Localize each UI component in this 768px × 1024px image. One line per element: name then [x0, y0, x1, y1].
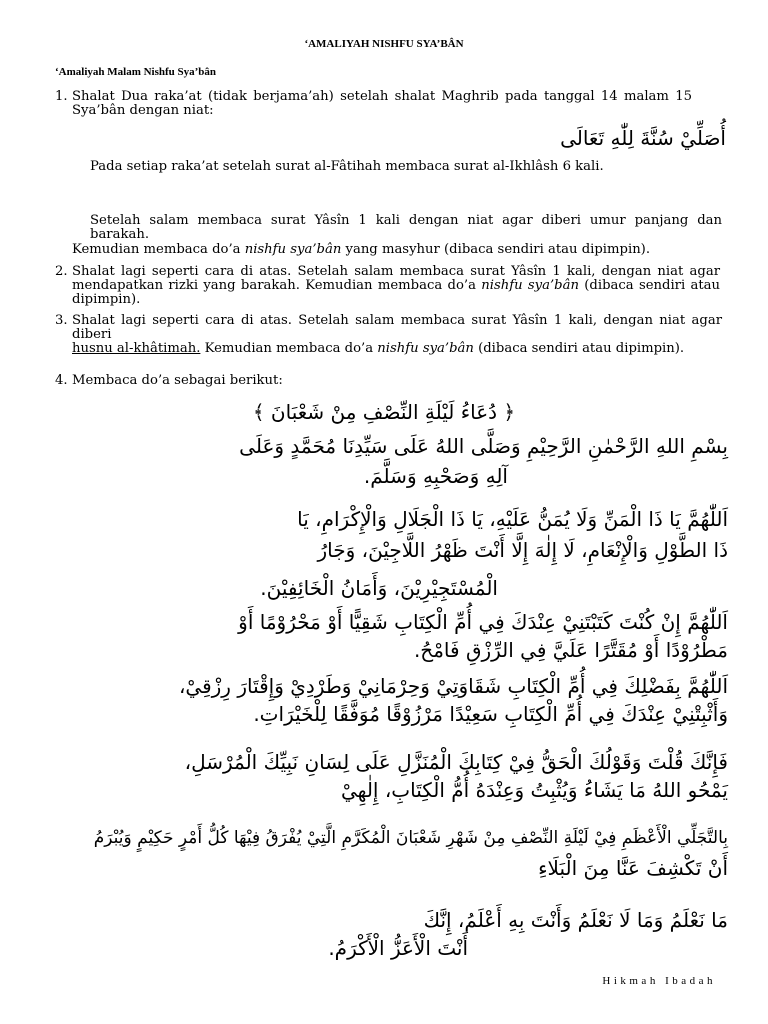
page-title: ‘AMALIYAH NISHFU SYA’BÂN [304, 38, 464, 50]
doa-line: مَا نَعْلَمُ وَمَا لَا نَعْلَمُ وَأَنْتَ بِهِ أَعْلَمُ، إِنَّكَ [423, 908, 728, 932]
item-4-text: Membaca do’a sebagai berikut: [72, 373, 283, 388]
item-3-text-mid: Kemudian membaca do’a [200, 341, 378, 356]
item-1-note-3 [72, 243, 722, 257]
item-1-note-3-a: Kemudian membaca do’a [72, 242, 245, 257]
list-number-2: 2. [55, 264, 68, 279]
doa-line: ذَا الطَّوْلِ وَالْإِنْعَامِ، لَا إِلٰهَ إِلَّا أَنْتَ ظَهْرُ اللَّاجِيْنَ، وَجَارُ [317, 538, 728, 562]
item-1-note-2: Setelah salam membaca surat Yâsîn 1 kali dengan niat agar diberi umur panjang dan barakah. [90, 213, 722, 242]
doa-line: اَللّٰهُمَّ إِنْ كُنْتَ كَتَبْتَنِيْ عِنْدَكَ فِي أُمِّ الْكِتَابِ شَقِيًّا أَوْ مَحْرُوْمًا أَوْ [238, 610, 728, 634]
item-3-husnu: husnu al-khâtimah. [72, 341, 201, 356]
doa-line: بِالتَّجَلِّي الْأَعْظَمِ فِيْ لَيْلَةِ النِّصْفِ مِنْ شَهْرِ شَعْبَانَ الْمُكَرَّمِ الَّتِيْ يُفْرَقُ فِيْهَا كُلُّ أَمْرٍ حَكِيْمٍ وَيُبْرَمُ [93, 828, 728, 848]
item-2-text-a: Shalat lagi seperti cara di atas. Setelah salam membaca surat Yâsîn 1 kali, dengan niat agar mendapatkan rizki yang barakah. Kemudian membaca do’a [72, 264, 720, 293]
list-number-1: 1. [55, 89, 68, 104]
item-3-text-after: (dibaca sendiri atau dipimpin). [473, 341, 685, 356]
doa-line: اَللّٰهُمَّ يَا ذَا الْمَنِّ وَلَا يُمَنُّ عَلَيْهِ، يَا ذَا الْجَلَالِ وَالْإِكْرَامِ، يَا [297, 507, 728, 531]
doa-line: الْمُسْتَجِيْرِيْنَ، وَأَمَانُ الْخَائِفِيْنَ. [260, 576, 498, 600]
item-2-text [72, 265, 720, 307]
item-1-note-3-em: nishfu sya’bân [244, 242, 342, 257]
footer-label: Hikmah Ibadah [602, 975, 716, 987]
section-subtitle: ‘Amaliyah Malam Nishfu Sya’bân [55, 66, 217, 78]
item-3-text [72, 314, 722, 356]
list-number-4: 4. [55, 373, 68, 388]
doa-line: اَللّٰهُمَّ بِفَضْلِكَ فِي أُمِّ الْكِتَابِ شَقَاوَتِيْ وَحِرْمَانِيْ وَطَرْدِيْ وَإِقْتَارَ رِزْقِيْ، [178, 674, 728, 698]
item-2-text-em: nishfu sya’bân [481, 278, 579, 293]
doa-line: يَمْحُو اللهُ مَا يَشَاءُ وَيُثْبِتُ وَعِنْدَهُ أُمُّ الْكِتَابِ، إِلٰهِيْ [340, 778, 728, 802]
item-3-text-em: nishfu sya’bân [377, 341, 474, 356]
doa-line: أَنْتَ الْأَعَزُّ الْأَكْرَمُ. [328, 936, 468, 960]
doa-line: بِسْمِ اللهِ الرَّحْمٰنِ الرَّحِيْمِ وَصَلَّى اللهُ عَلَى سَيِّدِنَا مُحَمَّدٍ وَعَلَى [239, 434, 728, 458]
niat-arabic: أُصَلِّيْ سُنَّةَ لِلّٰهِ تَعَالَى [560, 126, 726, 150]
doa-line: آلِهِ وَصَحْبِهِ وَسَلَّمَ. [363, 464, 508, 488]
doa-line: فَإِنَّكَ قُلْتَ وَقَوْلُكَ الْحَقُّ فِيْ كِتَابِكَ الْمُنَزَّلِ عَلَى لِسَانِ نَبِيِّكَ الْمُرْسَلِ، [184, 750, 728, 774]
list-number-3: 3. [55, 313, 68, 328]
item-1-note-3-b: yang masyhur (dibaca sendiri atau dipimpin). [341, 242, 651, 257]
doa-line: أَنْ تَكْشِفَ عَنَّا مِنَ الْبَلَاءِ [538, 856, 728, 880]
doa-line: مَطْرُوْدًا أَوْ مُقَتَّرًا عَلَيَّ فِي الرِّزْقِ فَامْحُ. [413, 638, 728, 662]
doa-line: وَأَثْبِتْنِيْ عِنْدَكَ فِي أُمِّ الْكِتَابِ سَعِيْدًا مَرْزُوْقًا مُوَفَّقًا لِلْخَيْرَاتِ. [253, 702, 728, 726]
item-1-text: Shalat Dua raka’at (tidak berjama’ah) setelah shalat Maghrib pada tanggal 14 malam 15 Sya’bân dengan niat: [72, 89, 692, 118]
doa-heading: ﴿ دُعَاءُ لَيْلَةِ النِّصْفِ مِنْ شَعْبَانَ ﴾ [252, 400, 516, 424]
item-2-text-b: (dibaca sendiri atau dipimpin). [72, 278, 721, 307]
item-1-note-1: Pada setiap raka’at setelah surat al-Fâtihah membaca surat al-Ikhlâsh 6 kali. [90, 159, 604, 174]
item-3-line-1: Shalat lagi seperti cara di atas. Setelah salam membaca surat Yâsîn 1 kali, dengan niat agar diberi [72, 313, 722, 342]
